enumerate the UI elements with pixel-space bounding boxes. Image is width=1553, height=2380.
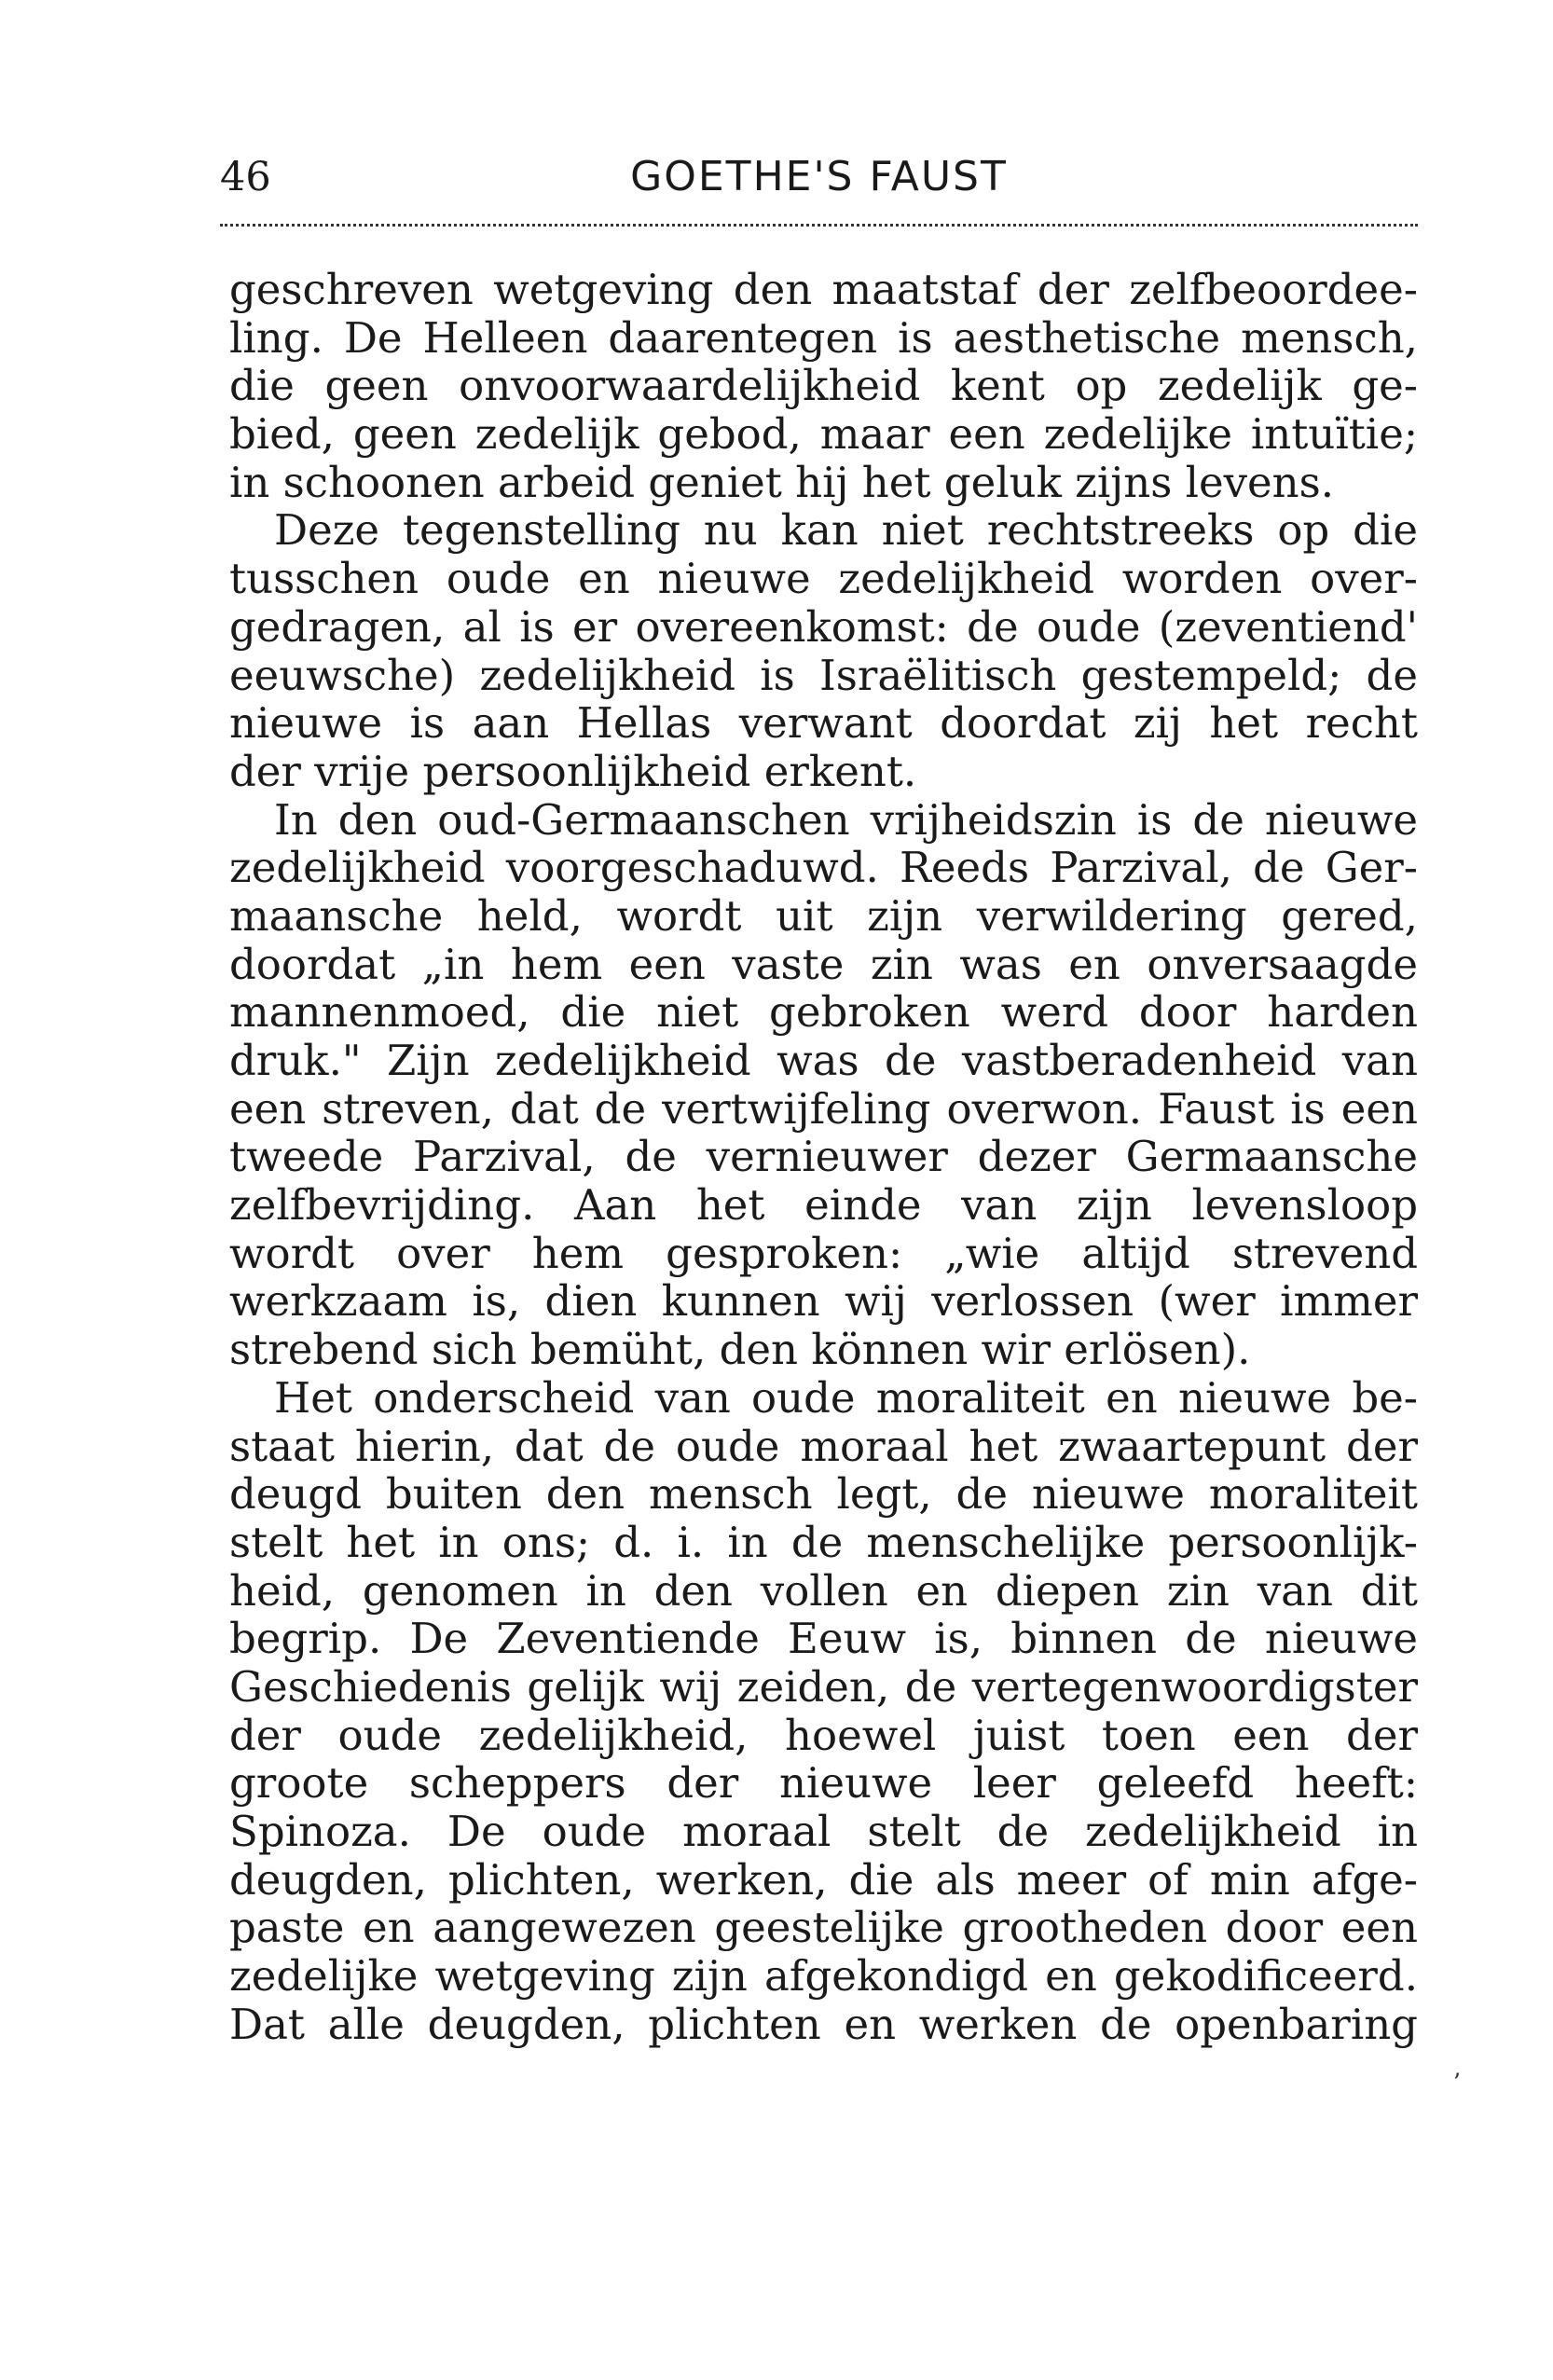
text-line: nieuwe is aan Hellas verwant doordat zij het recht (229, 699, 1418, 748)
text-line: staat hierin, dat de oude moraal het zwaartepunt der (229, 1422, 1418, 1471)
text-line: Dat alle deugden, plichten en werken de openbaring (229, 2000, 1418, 2049)
text-line: doordat „in hem een vaste zin was en onversaagde (229, 940, 1418, 989)
text-line: paste en aangewezen geestelijke grootheden door een (229, 1904, 1418, 1953)
text-line: geschreven wetgeving den maatstaf der zelfbeoordee- (229, 266, 1418, 314)
text-line: maansche held, wordt uit zijn verwildering gered, (229, 891, 1418, 941)
text-line: groote scheppers der nieuwe leer geleefd heeft: (229, 1759, 1418, 1808)
page-number: 46 (220, 154, 271, 200)
text-line-paragraph-start: Deze tegenstelling nu kan niet rechtstreeks op die (274, 506, 1418, 556)
text-line-paragraph-start: In den oud-Germaanschen vrijheidszin is de nieuwe (274, 795, 1418, 845)
text-line: eeuwsche) zedelijkheid is Israëlitisch gestempeld; de (229, 651, 1418, 700)
text-line: zedelijkheid voorgeschaduwd. Reeds Parzival, de Ger- (229, 844, 1418, 892)
body-text (229, 266, 1418, 2048)
text-line: der vrije persoonlijkheid erkent. (229, 747, 917, 796)
text-line: zelfbevrijding. Aan het einde van zijn levensloop (229, 1181, 1418, 1230)
text-line: deugden, plichten, werken, die als meer of min afge- (229, 1855, 1418, 1905)
text-line: der oude zedelijkheid, hoewel juist toen een der (229, 1711, 1418, 1760)
text-line: gedragen, al is er overeenkomst: de oude (zeventiend' (229, 602, 1418, 652)
text-line: bied, geen zedelijk gebod, maar een zedelijke intuïtie; (229, 410, 1418, 459)
text-line: ling. De Helleen daarentegen is aesthetische mensch, (229, 313, 1418, 363)
stray-print-mark: ʼ (1452, 2070, 1461, 2098)
text-line: wordt over hem gesproken: „wie altijd strevend (229, 1229, 1418, 1278)
text-line: een streven, dat de vertwijfeling overwon. Faust is een (229, 1084, 1418, 1134)
text-line: druk." Zijn zedelijkheid was de vastberadenheid van (229, 1037, 1418, 1085)
text-line: begrip. De Zeventiende Eeuw is, binnen de nieuwe (229, 1615, 1418, 1663)
text-line: werkzaam is, dien kunnen wij verlossen (wer immer (229, 1277, 1418, 1327)
text-line: in schoonen arbeid geniet hij het geluk zijns levens. (229, 458, 1335, 507)
text-line: tusschen oude en nieuwe zedelijkheid worden over- (229, 555, 1418, 603)
running-title: GOETHE'S FAUST (630, 153, 1008, 200)
text-line: tweede Parzival, de vernieuwer dezer Germaansche (229, 1133, 1418, 1182)
text-line: Geschiedenis gelijk wij zeiden, de vertegenwoordigster (229, 1662, 1418, 1712)
text-line: heid, genomen in den vollen en diepen zin van dit (229, 1566, 1418, 1616)
text-line: deugd buiten den mensch legt, de nieuwe moraliteit (229, 1470, 1418, 1519)
text-line: mannenmoed, die niet gebroken werd door harden (229, 988, 1418, 1037)
header-dotted-rule (220, 224, 1418, 227)
text-line: zedelijke wetgeving zijn afgekondigd en gekodificeerd. (229, 1952, 1418, 2001)
text-line: strebend sich bemüht, den können wir erlösen). (229, 1326, 1251, 1374)
page-header (220, 154, 1418, 219)
text-line-paragraph-start: Het onderscheid van oude moraliteit en nieuwe be- (274, 1373, 1418, 1423)
text-line: die geen onvoorwaardelijkheid kent op zedelijk ge- (229, 362, 1418, 411)
text-line: stelt het in ons; d. i. in de menschelijke persoonlijk- (229, 1518, 1418, 1567)
text-line: Spinoza. De oude moraal stelt de zedelijkheid in (229, 1808, 1418, 1856)
